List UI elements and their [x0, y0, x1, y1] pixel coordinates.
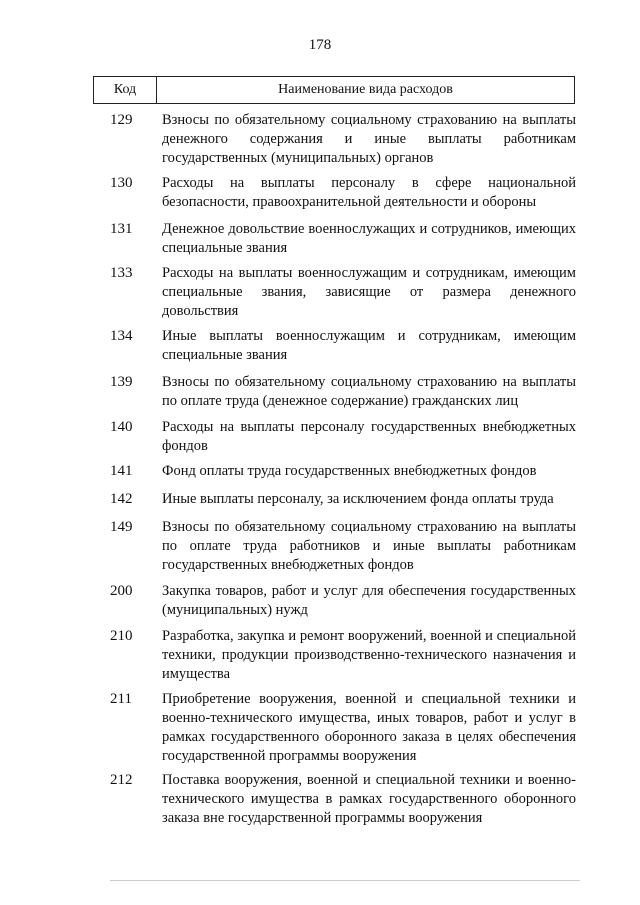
table-row	[110, 690, 578, 766]
table-row	[110, 264, 578, 321]
row-code: 130	[110, 175, 133, 191]
row-name: Взносы по обязательному социальному страхованию на выплаты денежного содержания и иные выплаты работникам государственных (муниципальных) органов	[162, 112, 576, 166]
row-name: Взносы по обязательному социальному страхованию на выплаты по оплате труда работников и иные выплаты работникам государственных внебюджетных фондов	[162, 519, 576, 573]
row-name: Расходы на выплаты персоналу в сфере национальной безопасности, правоохранительной деятельности и обороны	[162, 175, 576, 210]
table-row	[110, 771, 578, 828]
row-name: Расходы на выплаты военнослужащим и сотрудникам, имеющим специальные звания, зависящие от размера денежного довольствия	[162, 265, 576, 319]
bottom-rule	[110, 880, 580, 881]
table-row	[110, 327, 578, 365]
row-code: 149	[110, 519, 133, 535]
table-row	[110, 373, 578, 411]
table-row	[110, 627, 578, 684]
header-code: Код	[94, 77, 157, 103]
row-code: 210	[110, 628, 133, 644]
row-name: Фонд оплаты труда государственных внебюджетных фондов	[162, 463, 537, 479]
row-code: 211	[110, 691, 132, 707]
table-row	[110, 174, 578, 212]
table-row	[110, 418, 578, 456]
page-number: 178	[308, 37, 332, 53]
table-row	[110, 490, 578, 509]
row-code: 134	[110, 328, 133, 344]
table-row	[110, 220, 578, 258]
table-header	[93, 76, 575, 104]
row-name: Разработка, закупка и ремонт вооружений, военной и специальной техники, продукции производственно-технического назначения и имущества	[162, 628, 576, 682]
row-code: 133	[110, 265, 133, 281]
row-name: Расходы на выплаты персоналу государственных внебюджетных фондов	[162, 419, 576, 454]
table-row	[110, 462, 578, 481]
header-name: Наименование вида расходов	[278, 82, 453, 97]
row-code: 129	[110, 112, 133, 128]
row-name: Иные выплаты персоналу, за исключением фонда оплаты труда	[162, 491, 554, 507]
row-name: Поставка вооружения, военной и специальной техники и военно-технического имущества в рамках государственного оборонного заказа вне государственной программы вооружения	[162, 772, 576, 826]
row-code: 139	[110, 374, 133, 390]
row-code: 142	[110, 491, 133, 507]
row-code: 212	[110, 772, 133, 788]
row-code: 141	[110, 463, 133, 479]
row-name: Денежное довольствие военнослужащих и сотрудников, имеющих специальные звания	[162, 221, 576, 256]
table-row	[110, 111, 578, 168]
row-name: Иные выплаты военнослужащим и сотрудникам, имеющим специальные звания	[162, 328, 576, 363]
row-code: 131	[110, 221, 133, 237]
row-code: 200	[110, 583, 133, 599]
row-name: Взносы по обязательному социальному страхованию на выплаты по оплате труда (денежное содержание) гражданских лиц	[162, 374, 576, 409]
table-row	[110, 518, 578, 575]
row-name: Приобретение вооружения, военной и специальной техники и военно-технического имущества, иных товаров, работ и услуг в рамках государственного оборонного заказа в целях обеспечения государственной программы вооружения	[162, 691, 576, 764]
table-row	[110, 582, 578, 620]
row-name: Закупка товаров, работ и услуг для обеспечения государственных (муниципальных) нужд	[162, 583, 576, 618]
row-code: 140	[110, 419, 133, 435]
